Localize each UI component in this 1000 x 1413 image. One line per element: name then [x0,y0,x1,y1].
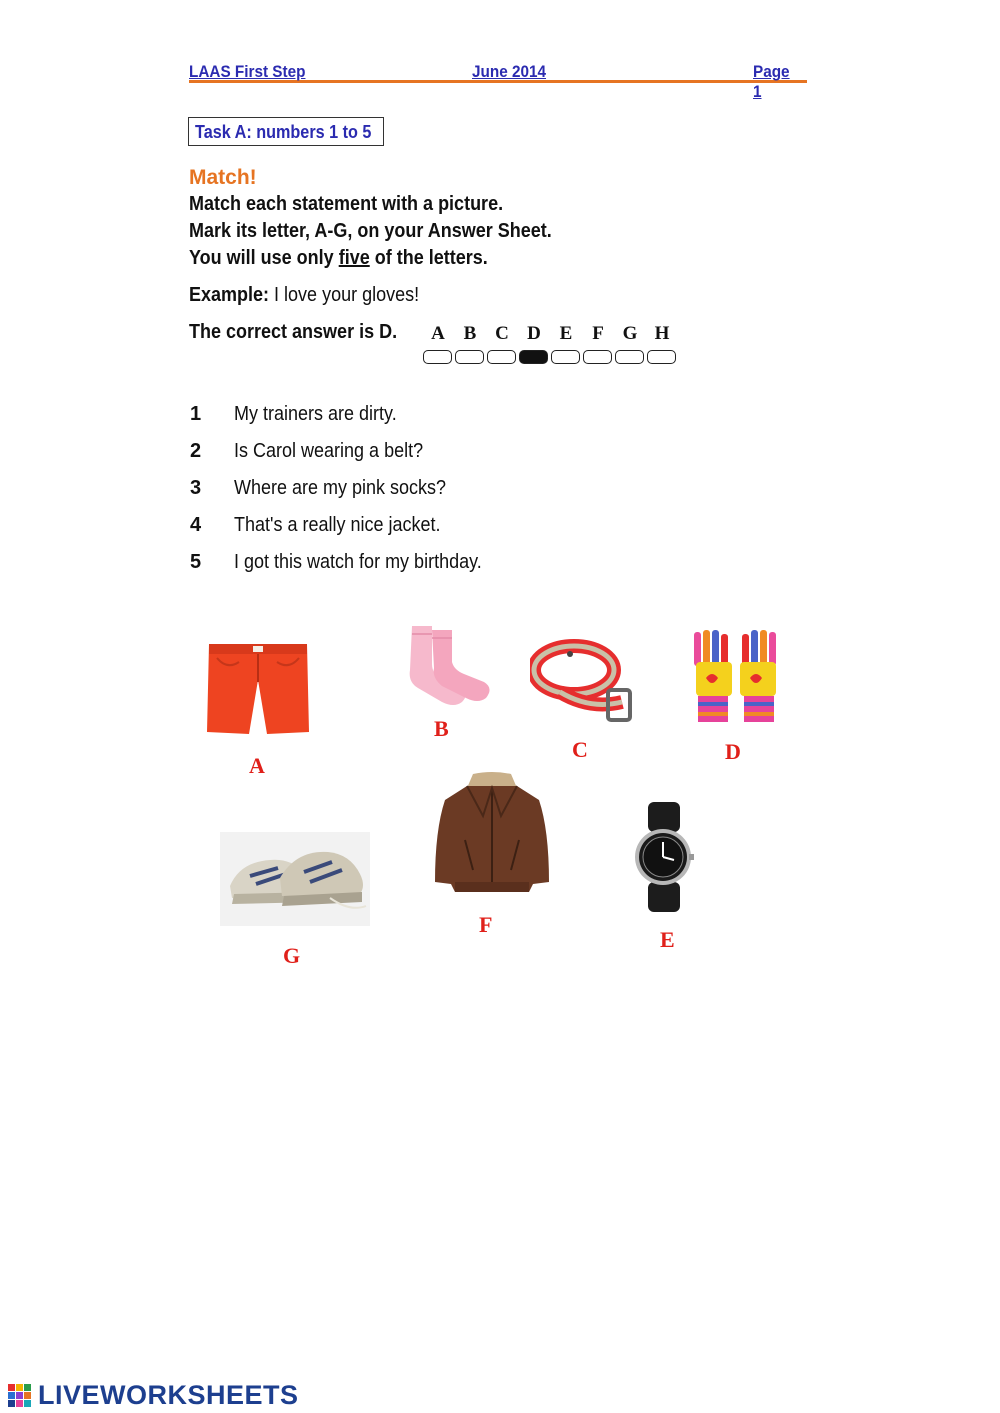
logo-square-blue [8,1392,15,1399]
item-number: 1 [190,403,202,425]
option-bubble-f[interactable] [583,350,612,364]
option-letter-f: F [592,323,604,344]
header-page: Page 1 [753,62,790,101]
trainers-image [220,832,370,926]
shorts-image [205,640,311,736]
task-label-box [188,117,384,146]
item-number: 2 [190,440,202,462]
logo-square-orange [24,1392,31,1399]
option-letter-g: G [622,323,638,344]
logo-square-pink [16,1400,23,1407]
example-line [189,284,419,307]
logo-square-navy [8,1400,15,1407]
option-bubble-d[interactable] [519,350,548,364]
correct-answer-text: The correct answer is D. [189,321,398,343]
instruction-line-2: Mark its letter, A-G, on your Answer Sheet. [189,220,552,242]
picture-label-g: G [283,943,301,968]
option-letter-e: E [559,323,573,344]
logo-square-purple [16,1392,23,1399]
option-letter-h: H [654,323,670,344]
page-header [189,60,807,101]
instruction-line-3: You will use only five of the letters. [189,247,488,269]
option-letter-c: C [495,323,509,344]
option-bubble-c[interactable] [487,350,516,364]
example-label: Example: [189,284,270,306]
option-letter-b: B [463,323,477,344]
option-bubble-g[interactable] [615,350,644,364]
logo-square-green [24,1384,31,1391]
option-bubble-h[interactable] [647,350,676,364]
socks-image [398,622,494,708]
instruction-line-1: Match each statement with a picture. [189,193,504,215]
footer-brand-text: LIVEWORKSHEETS [38,1380,299,1410]
option-bubble-e[interactable] [551,350,580,364]
picture-label-e: E [660,927,675,952]
task-label: Task A: numbers 1 to 5 [195,122,372,142]
item-number: 4 [190,514,202,536]
picture-label-f: F [479,912,493,937]
option-letter-d: D [527,323,541,344]
jacket-image [433,770,551,898]
header-left: LAAS First Step [189,62,306,81]
picture-label-d: D [725,739,741,764]
logo-square-yellow [16,1384,23,1391]
option-bubble-b[interactable] [455,350,484,364]
emphasis-five: five [338,247,370,269]
picture-label-a: A [249,753,265,778]
header-date: June 2014 [472,62,547,81]
item-text: I got this watch for my birthday. [234,551,482,573]
gloves-image [690,628,782,724]
picture-label-b: B [434,716,449,741]
item-text: That's a really nice jacket. [234,514,441,536]
item-number: 3 [190,477,202,499]
watch-image [632,802,694,912]
picture-label-c: C [572,737,588,762]
belt-image [530,636,638,724]
match-title: Match! [189,166,257,189]
item-number: 5 [190,551,202,573]
logo-square-red [8,1384,15,1391]
example-text: I love your gloves! [269,284,420,306]
option-letter-a: A [431,323,445,344]
item-text: My trainers are dirty. [234,403,397,425]
option-bubble-a[interactable] [423,350,452,364]
item-text: Is Carol wearing a belt? [234,440,424,462]
logo-square-teal [24,1400,31,1407]
item-text: Where are my pink socks? [234,477,447,499]
